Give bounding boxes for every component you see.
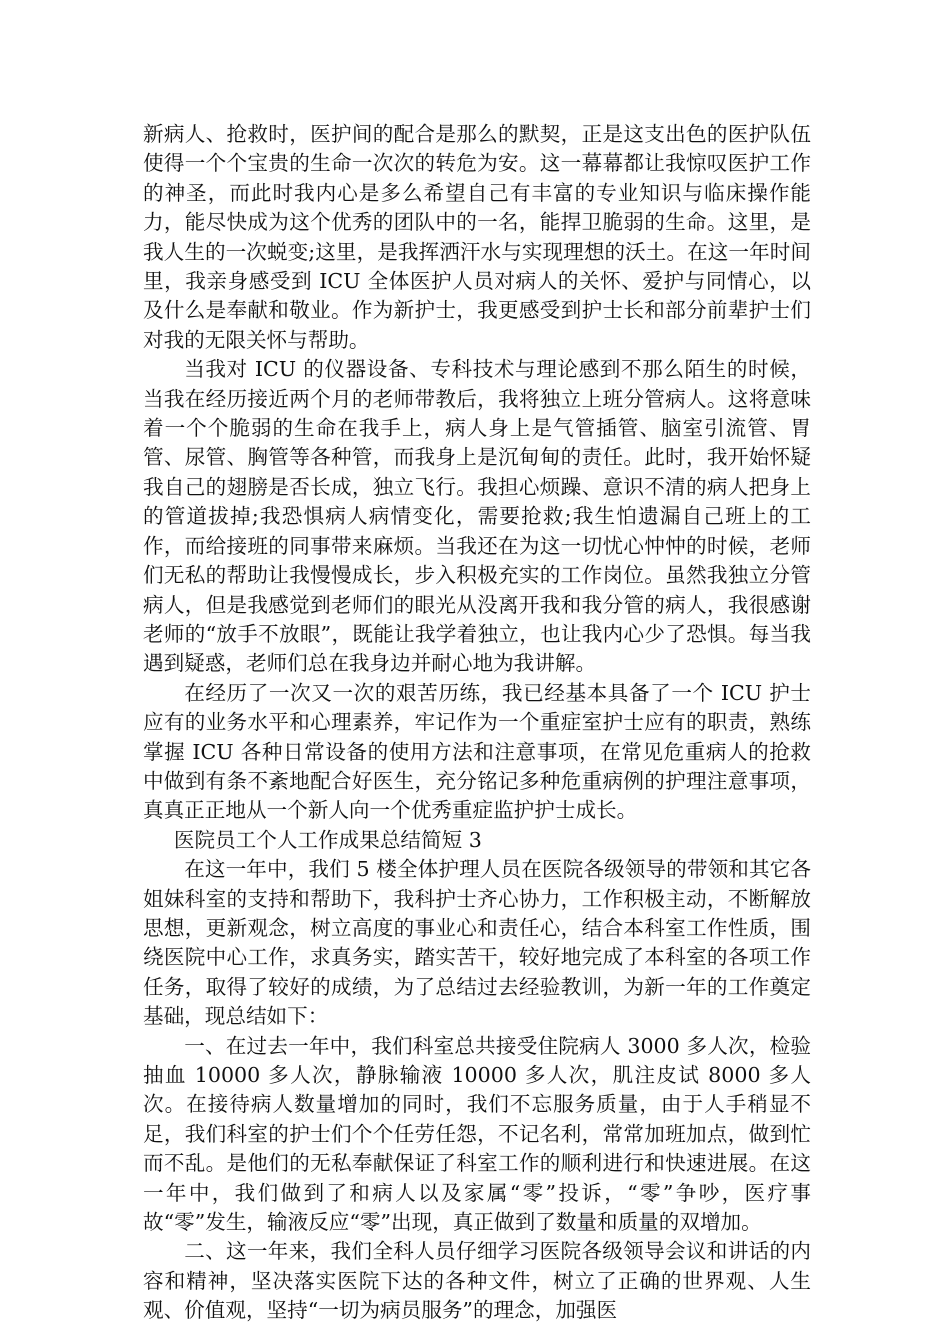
paragraph-6: 二、这一年来，我们全科人员仔细学习医院各级领导会议和讲话的内容和精神，坚决落实医院下达的各种文件，树立了正确的世界观、人生观、价值观，坚持“一切为病员服务”的理念，加强医 — [143, 1239, 811, 1323]
paragraph-5: 一、在过去一年中，我们科室总共接受住院病人 3000 多人次，检验抽血 10000 多人次，静脉输液 10000 多人次，肌注皮试 8000 多人次。在接待病人数量增加的同时，我们不忘服务质量，由于人手稍显不足，我们科室的护士们个个任劳任怨，不记名利，常常加班加点，做到忙而不乱。是他们的无私奉献保证了科室工作的顺利进行和快速进展。在这一年中，我们做到了和病人以及家属“零”投诉，“零”争吵，医疗事故“零”发生，输液反应“零”出现，真正做到了数量和质量的双增加。 — [143, 1033, 811, 1235]
document-page — [143, 120, 811, 1326]
paragraph-2: 当我对 ICU 的仪器设备、专科技术与理论感到不那么陌生的时候，当我在经历接近两个月的老师带教后，我将独立上班分管病人。这将意味着一个个脆弱的生命在我手上，病人身上是气管插管、脑室引流管、胃管、尿管、胸管等各种管，而我身上是沉甸甸的责任。此时，我开始怀疑我自己的翅膀是否长成，独立飞行。我担心烦躁、意识不清的病人把身上的管道拔掉;我恐惧病人病情变化，需要抢救;我生怕遗漏自己班上的工作，而给接班的同事带来麻烦。当我还在为这一切忧心忡忡的时候，老师们无私的帮助让我慢慢成长，步入积极充实的工作岗位。虽然我独立分管病人，但是我感觉到老师们的眼光从没离开我和我分管的病人，我很感谢老师的“放手不放眼”，既能让我学着独立，也让我内心少了恐惧。每当我遇到疑惑，老师们总在我身边并耐心地为我讲解。 — [143, 357, 811, 676]
paragraph-1: 新病人、抢救时，医护间的配合是那么的默契，正是这支出色的医护队伍使得一个个宝贵的生命一次次的转危为安。这一幕幕都让我惊叹医护工作的神圣，而此时我内心是多么希望自己有丰富的专业知识与临床操作能力，能尽快成为这个优秀的团队中的一名，能捍卫脆弱的生命。这里，是我人生的一次蜕变;这里，是我挥洒汗水与实现理想的沃土。在这一年时间里，我亲身感受到 ICU 全体医护人员对病人的关怀、爱护与同情心，以及什么是奉献和敬业。作为新护士，我更感受到护士长和部分前辈护士们对我的无限关怀与帮助。 — [143, 122, 811, 352]
paragraph-3: 在经历了一次又一次的艰苦历练，我已经基本具备了一个 ICU 护士应有的业务水平和心理素养，牢记作为一个重症室护士应有的职责，熟练掌握 ICU 各种日常设备的使用方法和注意事项，在常见危重病人的抢救中做到有条不紊地配合好医生，充分铭记多种危重病例的护理注意事项，真真正正地从一个新人向一个优秀重症监护护士成长。 — [143, 680, 811, 823]
paragraph-4: 在这一年中，我们 5 楼全体护理人员在医院各级领导的带领和其它各姐妹科室的支持和帮助下，我科护士齐心协力，工作积极主动，不断解放思想，更新观念，树立高度的事业心和责任心，结合本科室工作性质，围绕医院中心工作，求真务实，踏实苦干，较好地完成了本科室的各项工作任务，取得了较好的成绩，为了总结过去经验教训，为新一年的工作奠定基础，现总结如下： — [143, 857, 811, 1029]
section-heading: 医院员工个人工作成果总结简短 3 — [173, 827, 482, 852]
